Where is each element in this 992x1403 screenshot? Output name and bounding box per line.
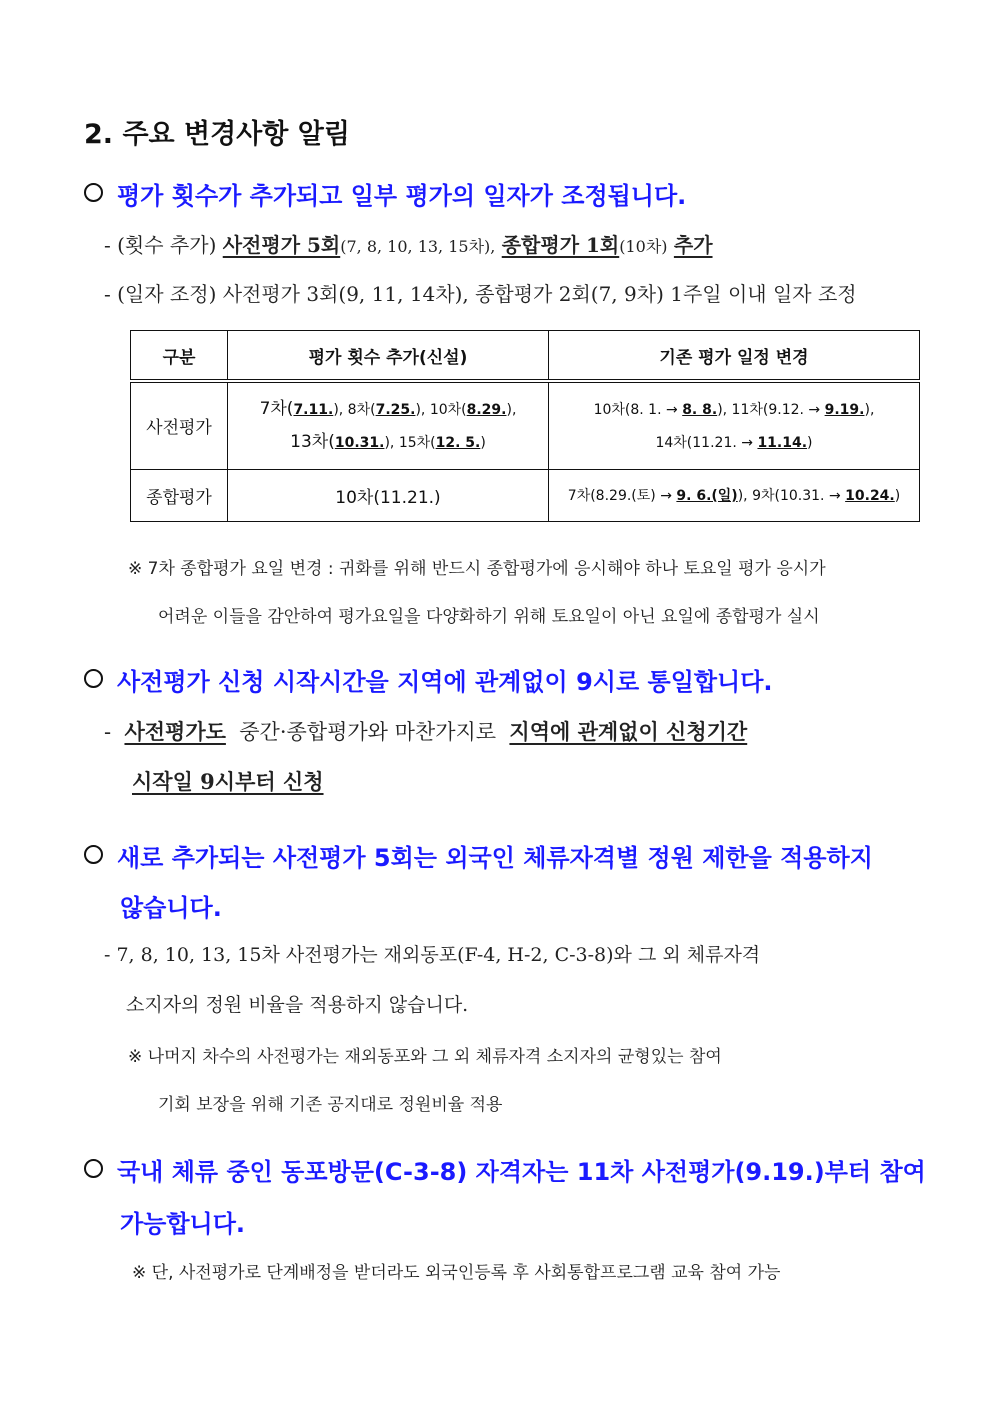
- bullet-4-line-1: 국내 체류 중인 동포방문(C-3-8) 자격자는 11차 사전평가(9.19.)부터 참여: [117, 1158, 926, 1186]
- table-row: [131, 381, 920, 469]
- cell-pre-changed: [549, 381, 920, 469]
- line-prefix: (횟수 추가): [117, 233, 217, 257]
- table-header-row: [131, 331, 920, 382]
- circle-bullet-icon: [84, 183, 103, 202]
- bullet-2-sub-line-1: - 사전평가도 중간·종합평가와 마찬가지로 지역에 관계없이 신청기간: [104, 719, 748, 744]
- pre-eval-detail: (7, 8, 10, 13, 15차),: [340, 237, 496, 256]
- bullet-1: [84, 176, 686, 211]
- row-label-pre-eval: 사전평가: [131, 381, 228, 469]
- note-1-line-2: 어려운 이들을 감안하여 평가요일을 다양화하기 위해 토요일이 아닌 요일에 종합평가 실시: [158, 607, 820, 627]
- cell-comp-changed: 7차(8.29.(토) → 9. 6.(일)), 9차(10.31. → 10.24.): [549, 469, 920, 521]
- cell-pre-added: [228, 381, 549, 469]
- pre-eval-count: 사전평가 5회: [222, 233, 341, 257]
- comp-eval-detail: (10차): [619, 237, 668, 256]
- table-row: [131, 469, 920, 521]
- circle-bullet-icon: [84, 669, 103, 688]
- header-added: 평가 횟수 추가(신설): [228, 331, 549, 382]
- bullet-3-sub-line-2: 소지자의 정원 비율을 적용하지 않습니다.: [126, 994, 469, 1016]
- add-label: 추가: [673, 233, 713, 257]
- cell-line: 7차(7.11.), 8차(7.25.), 10차(8.29.),: [259, 398, 517, 419]
- bullet-3-note-line-2: 기회 보장을 위해 기존 공지대로 정원비율 적용: [158, 1095, 503, 1115]
- bullet-2-sub-line-2: [132, 766, 324, 796]
- note-1-line-1: ※ 7차 종합평가 요일 변경 : 귀화를 위해 반드시 종합평가에 응시해야 하나 토요일 평가 응시가: [128, 559, 826, 579]
- bullet-3-sub-line-1: - 7, 8, 10, 13, 15차 사전평가는 재외동포(F-4, H-2, C-3-8)와 그 외 체류자격: [104, 944, 761, 966]
- bullet-3-note-line-1: ※ 나머지 차수의 사전평가는 재외동포와 그 외 체류자격 소지자의 균형있는 참여: [128, 1047, 722, 1067]
- bold-text: 시작일 9시부터 신청: [132, 769, 324, 794]
- cell-line: 10차(8. 1. → 8. 8.), 11차(9.12. → 9.19.),: [593, 401, 875, 418]
- evaluation-schedule-table: [130, 330, 920, 522]
- bullet-2: [84, 662, 773, 697]
- cell-line: 14차(11.21. → 11.14.): [655, 434, 813, 451]
- header-category: 구분: [131, 331, 228, 382]
- circle-bullet-icon: [84, 845, 103, 864]
- dash: -: [104, 233, 111, 257]
- bullet-3-line-2: 않습니다.: [120, 894, 222, 922]
- dash: -: [104, 282, 111, 306]
- bold-text: 지역에 관계없이 신청기간: [509, 719, 748, 744]
- cell-comp-added: 10차(11.21.): [228, 469, 549, 521]
- bullet-1-line-1: [104, 229, 713, 258]
- bullet-4-note: ※ 단, 사전평가로 단계배정을 받더라도 외국인등록 후 사회통합프로그램 교육 참여 가능: [132, 1263, 781, 1283]
- comp-eval-count: 종합평가 1회: [501, 233, 620, 257]
- section-title: 2. 주요 변경사항 알림: [84, 119, 350, 150]
- bullet-1-line-2: [104, 278, 857, 307]
- bold-text: 사전평가도: [124, 719, 226, 744]
- line-text: (일자 조정) 사전평가 3회(9, 11, 14차), 종합평가 2회(7, 9차) 1주일 이내 일자 조정: [117, 282, 857, 306]
- bullet-2-text: 사전평가 신청 시작시간을 지역에 관계없이 9시로 통일합니다.: [117, 668, 773, 696]
- header-changed: 기존 평가 일정 변경: [549, 331, 920, 382]
- bullet-1-text: 평가 횟수가 추가되고 일부 평가의 일자가 조정됩니다.: [117, 182, 687, 210]
- cell-line: 13차(10.31.), 15차(12. 5.): [290, 431, 486, 452]
- bullet-3-line-1: 새로 추가되는 사전평가 5회는 외국인 체류자격별 정원 제한을 적용하지: [117, 844, 873, 872]
- bullet-4-line-2: 가능합니다.: [120, 1210, 246, 1238]
- circle-bullet-icon: [84, 1159, 103, 1178]
- mid-text: 중간·종합평가와 마찬가지로: [239, 720, 497, 744]
- bullet-3: [84, 838, 873, 873]
- row-label-comp-eval: 종합평가: [131, 469, 228, 521]
- bullet-4: [84, 1152, 926, 1187]
